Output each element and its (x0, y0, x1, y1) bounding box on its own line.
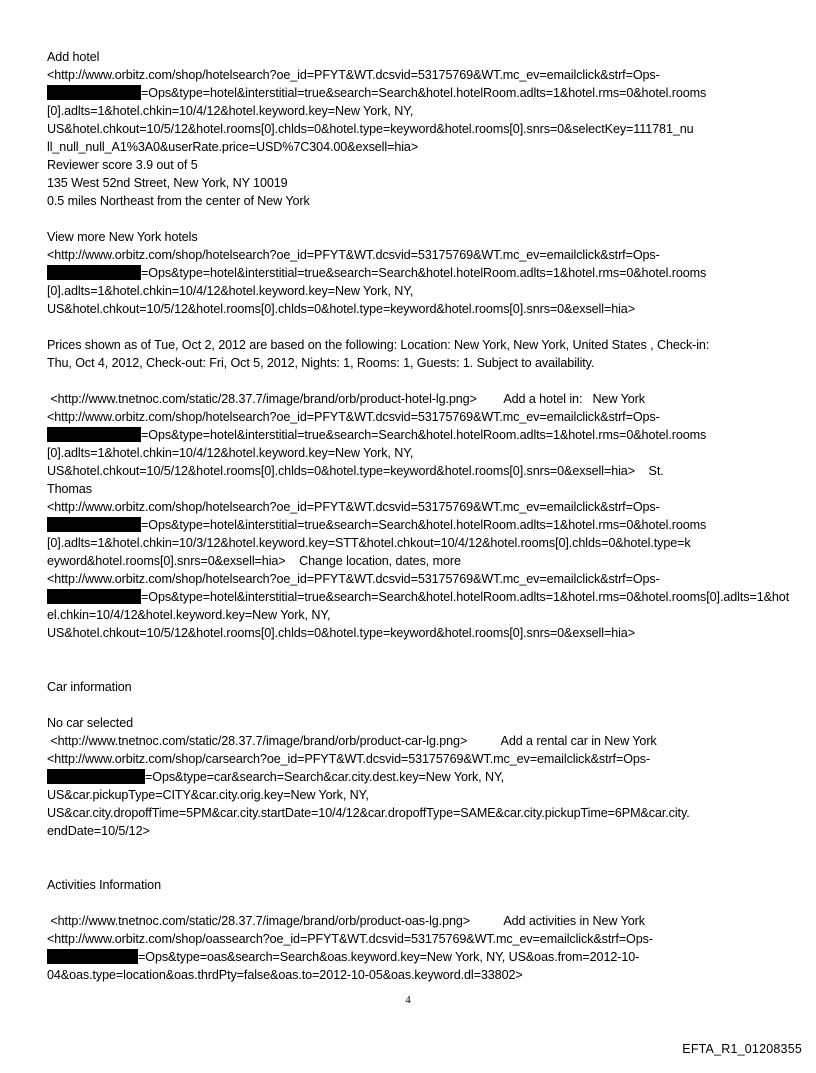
email-body (47, 48, 790, 984)
car-search-link-cont[interactable]: =Ops&type=car&search=Search&car.city.dest.key=New York, NY, (47, 768, 772, 786)
car-search-link[interactable]: <http://www.orbitz.com/shop/carsearch?oe_id=PFYT&WT.dcsvid=53175769&WT.mc_ev=emailclick&strf=Ops- (47, 752, 651, 766)
st-thomas-link[interactable]: US&hotel.chkout=10/5/12&hotel.rooms[0].chlds=0&hotel.type=keyword&hotel.rooms[0].snrs=0&exsell=hia> St. (47, 464, 664, 478)
redaction-box (47, 589, 141, 604)
add-car-link[interactable]: <http://www.tnetnoc.com/static/28.37.7/image/brand/orb/product-car-lg.png> Add a rental car in New York (47, 734, 657, 748)
redaction-box (47, 85, 141, 100)
hotel-link-cont[interactable]: [0].adlts=1&hotel.chkin=10/4/12&hotel.keyword.key=New York, NY, (47, 104, 414, 118)
page-number: 4 (405, 994, 411, 1006)
hotel-link-cont[interactable]: =Ops&type=hotel&interstitial=true&search=Search&hotel.hotelRoom.adlts=1&hotel.rms=0&hotel.rooms (47, 84, 772, 102)
add-activities-link[interactable]: <http://www.tnetnoc.com/static/28.37.7/image/brand/orb/product-oas-lg.png> Add activities in New York (47, 914, 645, 928)
new-york-hotel-link[interactable]: <http://www.orbitz.com/shop/hotelsearch?oe_id=PFYT&WT.dcsvid=53175769&WT.mc_ev=emailclick&strf=Ops- (47, 410, 660, 424)
activities-search-link-cont[interactable]: =Ops&type=oas&search=Search&oas.keyword.key=New York, NY, US&oas.from=2012-10- (47, 948, 772, 966)
st-thomas-hotel-link-cont[interactable]: =Ops&type=hotel&interstitial=true&search=Search&hotel.hotelRoom.adlts=1&hotel.rms=0&hotel.rooms (47, 516, 772, 534)
hotel-address: 135 West 52nd Street, New York, NY 10019 (47, 176, 288, 190)
spacer (47, 318, 772, 336)
spacer (47, 210, 772, 228)
redaction-box (47, 517, 141, 532)
car-search-link-cont[interactable]: US&car.pickupType=CITY&car.city.orig.key=New York, NY, (47, 788, 369, 802)
car-heading: Car information (47, 680, 132, 694)
change-location-url-cont[interactable]: el.chkin=10/4/12&hotel.keyword.key=New York, NY, (47, 608, 331, 622)
add-hotel-in-link[interactable]: <http://www.tnetnoc.com/static/28.37.7/image/brand/orb/product-hotel-lg.png> Add a hotel in: New York (47, 392, 645, 406)
car-status: No car selected (47, 716, 133, 730)
add-hotel-heading: Add hotel (47, 50, 100, 64)
redaction-box (47, 769, 145, 784)
prices-note-cont: Thu, Oct 4, 2012, Check-out: Fri, Oct 5, 2012, Nights: 1, Rooms: 1, Guests: 1. Subject to availability. (47, 356, 595, 370)
view-more-link-cont[interactable]: [0].adlts=1&hotel.chkin=10/4/12&hotel.keyword.key=New York, NY, (47, 284, 414, 298)
spacer (47, 642, 772, 660)
hotel-link[interactable]: <http://www.orbitz.com/shop/hotelsearch?oe_id=PFYT&WT.dcsvid=53175769&WT.mc_ev=emailclick&strf=Ops- (47, 68, 660, 82)
hotel-link-cont[interactable]: ll_null_null_A1%3A0&userRate.price=USD%7C304.00&exsell=hia> (47, 140, 419, 154)
car-search-link-cont[interactable]: US&car.city.dropoffTime=5PM&car.city.startDate=10/4/12&car.dropoffType=SAME&car.city.pickupTime=6PM&car.city. (47, 806, 690, 820)
spacer (47, 372, 772, 390)
change-location-url-cont[interactable]: =Ops&type=hotel&interstitial=true&search=Search&hotel.hotelRoom.adlts=1&hotel.rms=0&hotel.rooms[0].adlts=1&hot (47, 588, 772, 606)
prices-note: Prices shown as of Tue, Oct 2, 2012 are based on the following: Location: New York, New York, United States , Check-in: (47, 338, 710, 352)
change-location-link[interactable]: eyword&hotel.rooms[0].snrs=0&exsell=hia> Change location, dates, more (47, 554, 461, 568)
change-location-url[interactable]: <http://www.orbitz.com/shop/hotelsearch?oe_id=PFYT&WT.dcsvid=53175769&WT.mc_ev=emailclick&strf=Ops- (47, 572, 660, 586)
hotel-link-cont[interactable]: US&hotel.chkout=10/5/12&hotel.rooms[0].chlds=0&hotel.type=keyword&hotel.rooms[0].snrs=0&selectKey=111781_nu (47, 122, 694, 136)
activities-search-link[interactable]: <http://www.orbitz.com/shop/oassearch?oe_id=PFYT&WT.dcsvid=53175769&WT.mc_ev=emailclick&strf=Ops- (47, 932, 653, 946)
spacer (47, 858, 772, 876)
hotel-distance: 0.5 miles Northeast from the center of New York (47, 194, 310, 208)
redaction-box (47, 949, 138, 964)
redaction-box (47, 427, 141, 442)
view-more-heading: View more New York hotels (47, 230, 198, 244)
new-york-hotel-link-cont[interactable]: [0].adlts=1&hotel.chkin=10/4/12&hotel.keyword.key=New York, NY, (47, 446, 414, 460)
spacer (47, 660, 772, 678)
new-york-hotel-link-cont[interactable]: =Ops&type=hotel&interstitial=true&search=Search&hotel.hotelRoom.adlts=1&hotel.rms=0&hotel.rooms (47, 426, 772, 444)
view-more-link-cont[interactable]: =Ops&type=hotel&interstitial=true&search=Search&hotel.hotelRoom.adlts=1&hotel.rms=0&hotel.rooms (47, 264, 772, 282)
st-thomas-hotel-link-cont[interactable]: [0].adlts=1&hotel.chkin=10/3/12&hotel.keyword.key=STT&hotel.chkout=10/4/12&hotel.rooms[0].chlds=0&hotel.type=k (47, 536, 691, 550)
car-search-link-cont[interactable]: endDate=10/5/12> (47, 824, 150, 838)
spacer (47, 696, 772, 714)
reviewer-score: Reviewer score 3.9 out of 5 (47, 158, 198, 172)
spacer (47, 840, 772, 858)
st-thomas-link-cont[interactable]: Thomas (47, 482, 92, 496)
view-more-link[interactable]: <http://www.orbitz.com/shop/hotelsearch?oe_id=PFYT&WT.dcsvid=53175769&WT.mc_ev=emailclick&strf=Ops- (47, 248, 660, 262)
spacer (47, 894, 772, 912)
st-thomas-hotel-link[interactable]: <http://www.orbitz.com/shop/hotelsearch?oe_id=PFYT&WT.dcsvid=53175769&WT.mc_ev=emailclick&strf=Ops- (47, 500, 660, 514)
activities-heading: Activities Information (47, 878, 161, 892)
redaction-box (47, 265, 141, 280)
change-location-url-cont[interactable]: US&hotel.chkout=10/5/12&hotel.rooms[0].chlds=0&hotel.type=keyword&hotel.rooms[0].snrs=0&exsell=hia> (47, 626, 635, 640)
activities-search-link-cont[interactable]: 04&oas.type=location&oas.thrdPty=false&oas.to=2012-10-05&oas.keyword.dl=33802> (47, 968, 523, 982)
view-more-link-cont[interactable]: US&hotel.chkout=10/5/12&hotel.rooms[0].chlds=0&hotel.type=keyword&hotel.rooms[0].snrs=0&exsell=hia> (47, 302, 635, 316)
bates-number: EFTA_R1_01208355 (682, 1042, 802, 1056)
